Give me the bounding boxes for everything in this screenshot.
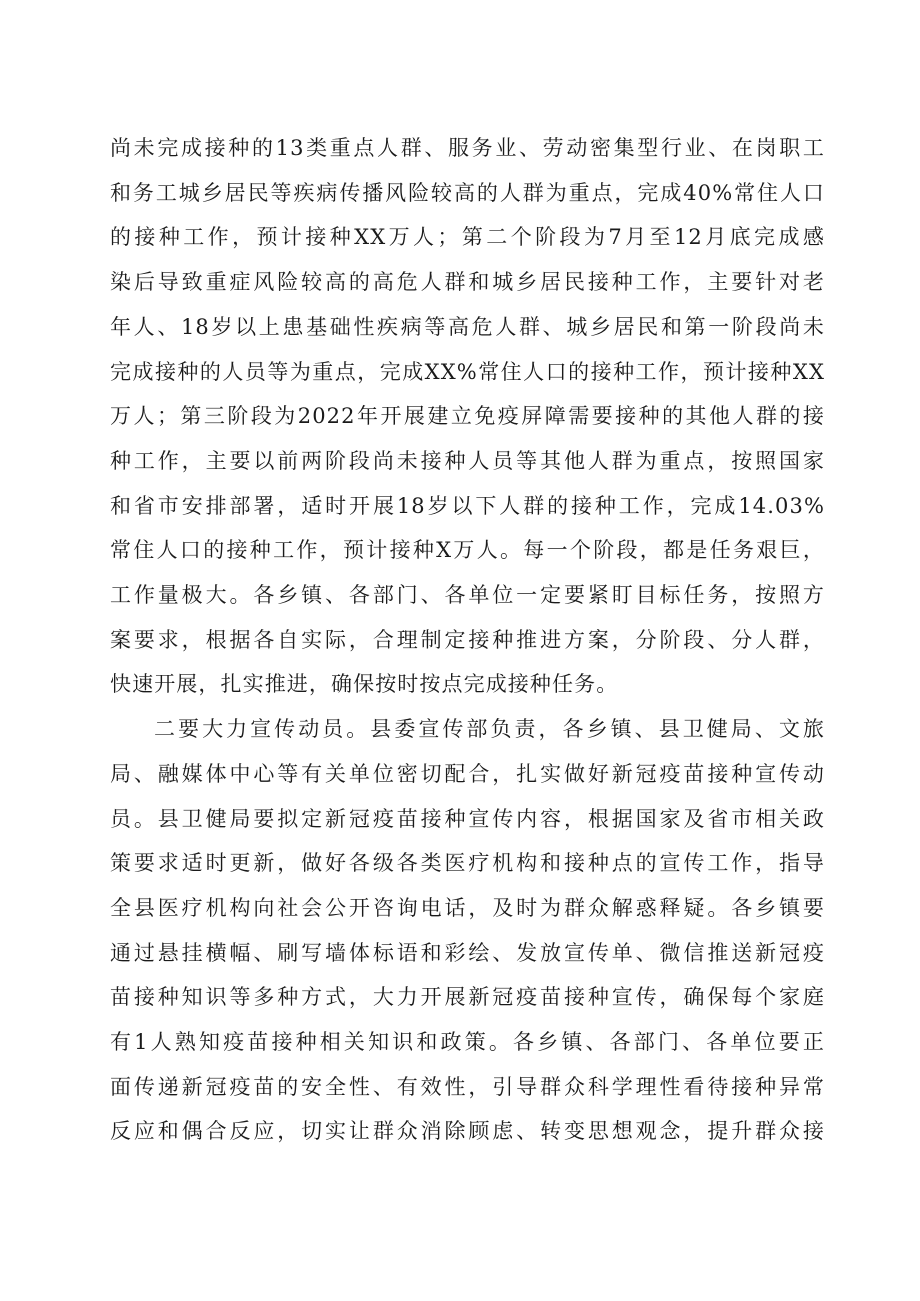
text-line: 二要大力宣传动员。县委宣传部负责，各乡镇、县卫健局、文旅	[154, 717, 825, 742]
text-line: 完成接种的人员等为重点，完成XX%常住人口的接种工作，预计接种XX	[110, 359, 825, 384]
document-body	[110, 126, 825, 1154]
text-line: 万人；第三阶段为2022年开展建立免疫屏障需要接种的其他人群的接	[110, 404, 825, 429]
text-line: 全县医疗机构向社会公开咨询电话，及时为群众解惑释疑。各乡镇要	[110, 895, 825, 920]
text-line: 工作量极大。各乡镇、各部门、各单位一定要紧盯目标任务，按照方	[110, 583, 825, 608]
text-line: 和务工城乡居民等疾病传播风险较高的人群为重点，完成40%常住人口	[110, 180, 825, 205]
text-line: 策要求适时更新，做好各级各类医疗机构和接种点的宣传工作，指导	[110, 851, 825, 876]
text-line: 案要求，根据各自实际，合理制定接种推进方案，分阶段、分人群，	[110, 627, 825, 652]
paragraph-1	[110, 126, 825, 707]
text-line: 尚未完成接种的13类重点人群、服务业、劳动密集型行业、在岗职工	[110, 136, 825, 160]
text-line: 面传递新冠疫苗的安全性、有效性，引导群众科学理性看待接种异常	[110, 1074, 825, 1099]
text-line: 种工作，主要以前两阶段尚未接种人员等其他人群为重点，按照国家	[110, 448, 825, 473]
text-line: 苗接种知识等多种方式，大力开展新冠疫苗接种宣传，确保每个家庭	[110, 985, 825, 1010]
text-line: 局、融媒体中心等有关单位密切配合，扎实做好新冠疫苗接种宣传动	[110, 761, 825, 786]
text-line: 的接种工作，预计接种XX万人；第二个阶段为7月至12月底完成感	[110, 225, 825, 250]
paragraph-2	[110, 707, 825, 1154]
text-line: 通过悬挂横幅、刷写墙体标语和彩绘、发放宣传单、微信推送新冠疫	[110, 940, 825, 965]
text-line: 有1人熟知疫苗接种相关知识和政策。各乡镇、各部门、各单位要正	[110, 1030, 825, 1055]
text-line: 常住人口的接种工作，预计接种X万人。每一个阶段，都是任务艰巨，	[110, 538, 825, 563]
text-line: 快速开展，扎实推进，确保按时按点完成接种任务。	[110, 672, 619, 697]
text-line: 反应和偶合反应，切实让群众消除顾虑、转变思想观念，提升群众接	[110, 1119, 825, 1144]
text-line: 员。县卫健局要拟定新冠疫苗接种宣传内容，根据国家及省市相关政	[110, 806, 825, 831]
text-line: 染后导致重症风险较高的高危人群和城乡居民接种工作，主要针对老	[110, 270, 825, 295]
text-line: 年人、18岁以上患基础性疾病等高危人群、城乡居民和第一阶段尚未	[110, 314, 825, 339]
text-line: 和省市安排部署，适时开展18岁以下人群的接种工作，完成14.03%	[110, 493, 825, 518]
